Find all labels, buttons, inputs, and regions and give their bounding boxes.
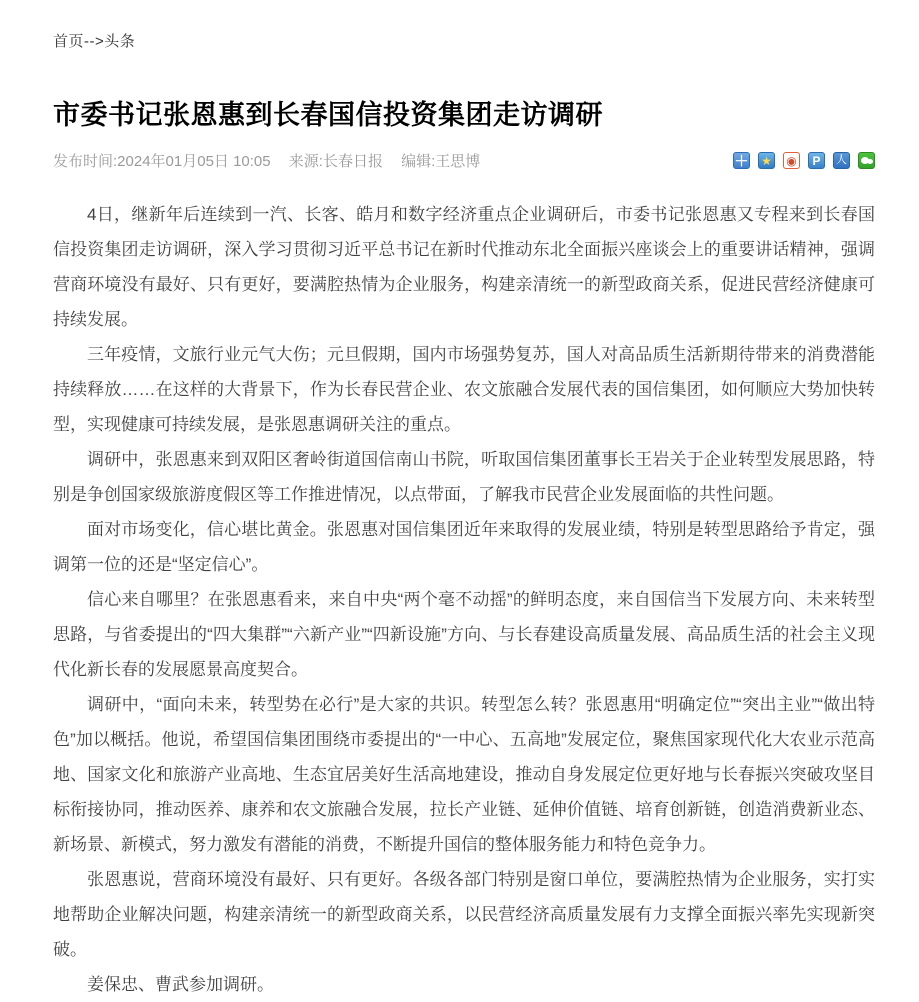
page-title: 市委书记张恩惠到长春国信投资集团走访调研 [53, 100, 603, 130]
qzone-share-icon[interactable] [758, 152, 775, 169]
publish-time: 发布时间:2024年01月05日 10:05 [53, 153, 271, 170]
breadcrumb-home-link[interactable]: 首页 [53, 33, 85, 50]
sina-weibo-share-icon[interactable] [783, 152, 800, 169]
weibo-eye-glyph: ◉ [786, 153, 797, 168]
article-body [53, 197, 875, 1002]
renren-person-glyph: 人 [836, 154, 847, 166]
editor: 编辑:王思博 [401, 153, 481, 170]
article-meta [53, 150, 494, 171]
pengyou-p-glyph: P [812, 153, 821, 168]
share-more-icon[interactable] [733, 152, 750, 169]
share-more-glyph: ＋ [734, 152, 749, 169]
article-paragraph: 三年疫情，文旅行业元气大伤；元旦假期，国内市场强势复苏，国人对高品质生活新期待带来的消费潜能持续释放……在这样的大背景下，作为长春民营企业、农文旅融合发展代表的国信集团，如何顺应大势加快转型，实现健康可持续发展，是张恩惠调研关注的重点。 [53, 345, 875, 434]
article-paragraph: 姜保忠、曹武参加调研。 [87, 975, 274, 994]
breadcrumb-separator: --> [84, 33, 105, 50]
wechat-share-icon[interactable] [858, 152, 875, 169]
article-paragraph: 调研中，张恩惠来到双阳区奢岭街道国信南山书院，听取国信集团董事长王岩关于企业转型发展思路，特别是争创国家级旅游度假区等工作推进情况，以点带面，了解我市民营企业发展面临的共性问题。 [53, 450, 875, 504]
breadcrumb-section-link[interactable]: 头条 [104, 33, 136, 50]
article-paragraph: 面对市场变化，信心堪比黄金。张恩惠对国信集团近年来取得的发展业绩，特别是转型思路给予肯定，强调第一位的还是“坚定信心”。 [53, 520, 875, 574]
share-toolbar [733, 152, 875, 169]
article-paragraph: 调研中，“面向未来，转型势在必行”是大家的共识。转型怎么转？张恩惠用“明确定位”“突出主业”“做出特色”加以概括。他说，希望国信集团围绕市委提出的“一中心、五高地”发展定位，聚焦国家现代化大农业示范高地、国家文化和旅游产业高地、生态宜居美好生活高地建设，推动自身发展定位更好地与长春振兴突破攻坚目标衔接协同，推动医养、康养和农文旅融合发展，拉长产业链、延伸价值链、培育创新链，创造消费新业态、新场景、新模式，努力激发有潜能的消费，不断提升国信的整体服务能力和特色竞争力。 [53, 695, 875, 854]
renren-share-icon[interactable] [833, 152, 850, 169]
qzone-star-glyph: ★ [761, 153, 772, 168]
article-paragraph: 张恩惠说，营商环境没有最好、只有更好。各级各部门特别是窗口单位，要满腔热情为企业服务，实打实地帮助企业解决问题，构建亲清统一的新型政商关系，以民营经济高质量发展有力支撑全面振兴率先实现新突破。 [53, 870, 875, 959]
article-paragraph: 4日，继新年后连续到一汽、长客、皓月和数字经济重点企业调研后，市委书记张恩惠又专程来到长春国信投资集团走访调研，深入学习贯彻习近平总书记在新时代推动东北全面振兴座谈会上的重要讲话精神，强调营商环境没有最好、只有更好，要满腔热情为企业服务，构建亲清统一的新型政商关系，促进民营经济健康可持续发展。 [53, 205, 875, 329]
breadcrumb [53, 30, 875, 51]
article-meta-row [53, 150, 875, 171]
source: 来源:长春日报 [288, 153, 383, 170]
article-paragraph: 信心来自哪里？在张恩惠看来，来自中央“两个毫不动摇”的鲜明态度，来自国信当下发展方向、未来转型思路，与省委提出的“四大集群”“六新产业”“四新设施”方向、与长春建设高质量发展、高品质生活的社会主义现代化新长春的发展愿景高度契合。 [53, 590, 875, 679]
tencent-pengyou-share-icon[interactable] [808, 152, 825, 169]
